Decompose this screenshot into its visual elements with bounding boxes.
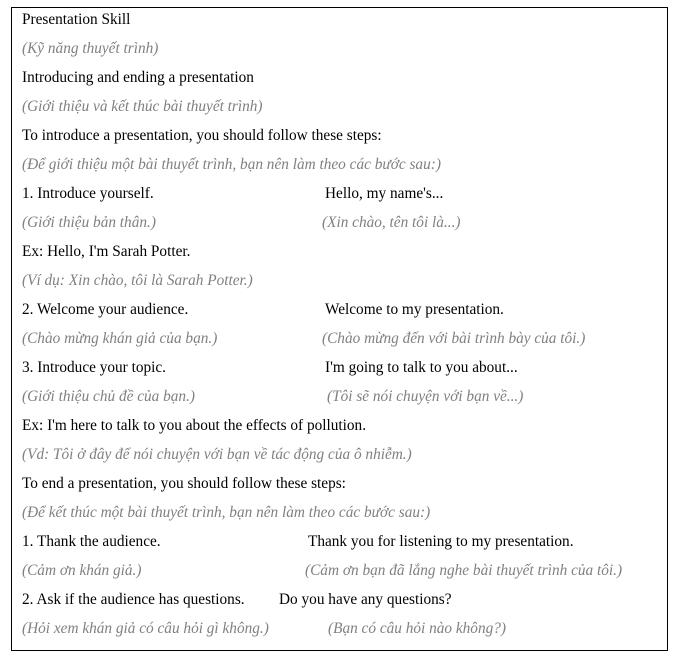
step-phrase: Welcome to my presentation. [325,301,504,318]
step-row-translation [22,561,623,581]
step-text-translation: (Giới thiệu chủ đề của bạn.) [22,388,195,405]
step-row [22,358,518,378]
step-text: 1. Thank the audience. [22,533,161,550]
step-phrase-translation: (Tôi sẽ nói chuyện với bạn về...) [327,388,524,405]
step-text: 2. Welcome your audience. [22,301,189,318]
step-row [22,532,574,552]
step-phrase-translation: (Cảm ơn bạn đã lắng nghe bài thuyết trình của tôi.) [305,562,623,579]
intro-steps-heading-translation: (Để giới thiệu một bài thuyết trình, bạn nên làm theo các bước sau:) [22,156,441,173]
step-phrase-translation: (Bạn có câu hỏi nào không?) [328,620,506,637]
step-phrase: I'm going to talk to you about... [325,359,518,376]
example-line-translation: (Ví dụ: Xin chào, tôi là Sarah Potter.) [22,272,253,289]
step-text-translation: (Giới thiệu bản thân.) [22,214,156,231]
step-row [22,300,504,320]
intro-steps-heading: To introduce a presentation, you should follow these steps: [22,127,382,144]
document-frame [11,7,668,651]
step-row [22,184,444,204]
step-text: 2. Ask if the audience has questions. [22,591,245,608]
step-text: 1. Introduce yourself. [22,185,154,202]
step-text-translation: (Cảm ơn khán giả.) [22,562,142,579]
step-row-translation [22,619,506,639]
end-steps-heading: To end a presentation, you should follow these steps: [22,475,346,492]
step-row-translation [22,213,461,233]
step-text: 3. Introduce your topic. [22,359,167,376]
step-phrase: Thank you for listening to my presentation. [308,533,574,550]
step-text-translation: (Chào mừng khán giả của bạn.) [22,330,218,347]
step-row-translation [22,387,524,407]
doc-title-translation: (Kỹ năng thuyết trình) [22,40,159,57]
example-line: Ex: Hello, I'm Sarah Potter. [22,243,191,260]
end-steps-heading-translation: (Để kết thúc một bài thuyết trình, bạn nên làm theo các bước sau:) [22,504,431,521]
step-phrase-translation: (Chào mừng đến với bài trình bày của tôi.) [322,330,586,347]
example-line: Ex: I'm here to talk to you about the effects of pollution. [22,417,367,434]
section-heading-translation: (Giới thiệu và kết thúc bài thuyết trình) [22,98,263,115]
doc-title: Presentation Skill [22,11,131,28]
step-phrase: Do you have any questions? [279,591,452,608]
step-phrase-translation: (Xin chào, tên tôi là...) [322,214,461,231]
step-row-translation [22,329,586,349]
step-row [22,590,452,610]
step-phrase: Hello, my name's... [325,185,444,202]
example-line-translation: (Vd: Tôi ở đây để nói chuyện với bạn về tác động của ô nhiễm.) [22,446,412,463]
section-heading: Introducing and ending a presentation [22,69,254,86]
step-text-translation: (Hỏi xem khán giả có câu hỏi gì không.) [22,620,269,637]
